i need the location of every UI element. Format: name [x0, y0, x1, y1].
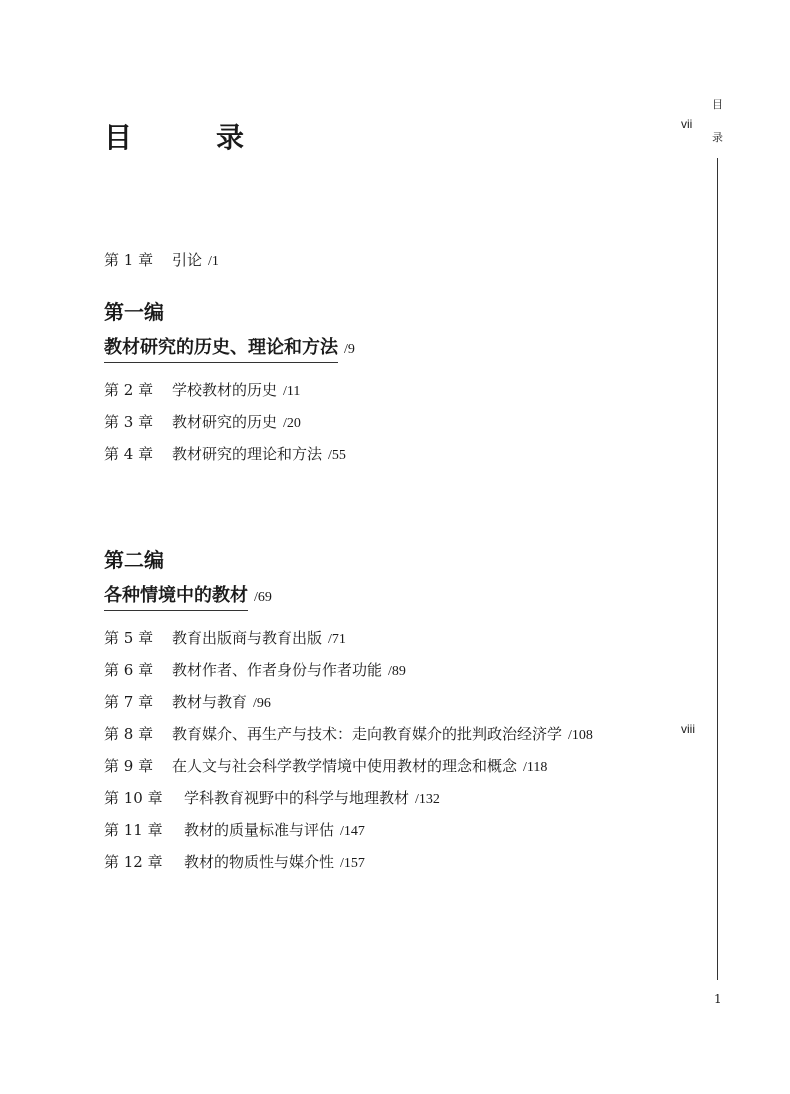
chapter-title: 教材研究的历史 [172, 413, 278, 431]
page-number: /55 [328, 448, 346, 463]
chapter-number: 第 3 章 [104, 413, 154, 431]
page-number: /157 [340, 856, 365, 871]
chapter-number: 第 1 章 [104, 251, 154, 269]
page-number: /89 [388, 664, 406, 679]
chapter-number: 第 2 章 [104, 381, 154, 399]
chapter-number: 第 8 章 [104, 725, 154, 743]
chapter-title: 学校教材的历史 [172, 381, 278, 399]
toc-entry-ch8[interactable] [104, 723, 593, 744]
chapter-number: 第 5 章 [104, 629, 154, 647]
toc-entry-ch4[interactable] [104, 443, 346, 464]
toc-entry-ch10[interactable] [104, 787, 440, 808]
chapter-number: 第 6 章 [104, 661, 154, 679]
page-number: /96 [253, 696, 271, 711]
toc-entry-ch3[interactable] [104, 411, 301, 432]
toc-entry-ch12[interactable] [104, 851, 365, 872]
margin-page-vii: vii [681, 117, 693, 131]
part-2-label: 第二编 [104, 548, 164, 572]
chapter-title: 引论 [172, 251, 203, 269]
chapter-title: 教育出版商与教育出版 [172, 629, 323, 647]
chapter-number: 第 10 章 [104, 789, 163, 807]
toc-entry-ch7[interactable] [104, 691, 271, 712]
page-number: /11 [283, 384, 301, 399]
part-2-subtitle: 各种情境中的教材 [104, 581, 248, 611]
part-1-subtitle: 教材研究的历史、理论和方法 [104, 333, 338, 363]
page-number: /1 [208, 254, 219, 269]
page-number: /147 [340, 824, 365, 839]
part-1-page: /9 [344, 342, 355, 357]
part-1-label: 第一编 [104, 300, 164, 324]
page-number: /71 [328, 632, 346, 647]
chapter-title: 教材研究的理论和方法 [172, 445, 323, 463]
page-number: /108 [568, 728, 593, 743]
chapter-number: 第 12 章 [104, 853, 163, 871]
chapter-number: 第 11 章 [104, 821, 163, 839]
toc-entry-ch6[interactable] [104, 659, 406, 680]
chapter-title: 教材作者、作者身份与作者功能 [172, 661, 383, 679]
part-2-heading[interactable] [104, 581, 272, 611]
chapter-number: 第 4 章 [104, 445, 154, 463]
page-number: /118 [523, 760, 548, 775]
chapter-title: 学科教育视野中的科学与地理教材 [184, 789, 410, 807]
folio-page-number: 1 [714, 992, 722, 1006]
chapter-title: 教材的质量标准与评估 [184, 821, 335, 839]
chapter-number: 第 9 章 [104, 757, 154, 775]
chapter-title: 教材的物质性与媒介性 [184, 853, 335, 871]
margin-page-viii: viii [681, 722, 695, 736]
toc-entry-ch5[interactable] [104, 627, 346, 648]
toc-entry-ch11[interactable] [104, 819, 365, 840]
page-number: /132 [415, 792, 440, 807]
chapter-number: 第 7 章 [104, 693, 154, 711]
running-head-char-1: 目 [712, 98, 723, 111]
chapter-title: 教材与教育 [172, 693, 248, 711]
running-head-char-2: 录 [712, 131, 723, 144]
part-2-page: /69 [254, 590, 272, 605]
toc-entry-ch9[interactable] [104, 755, 547, 776]
page-number: /20 [283, 416, 301, 431]
page-title: 目 录 [104, 121, 273, 154]
toc-entry-ch1[interactable] [104, 249, 219, 270]
toc-entry-ch2[interactable] [104, 379, 300, 400]
chapter-title: 在人文与社会科学教学情境中使用教材的理念和概念 [172, 757, 518, 775]
margin-rule [717, 158, 718, 980]
part-1-heading[interactable] [104, 333, 355, 363]
chapter-title: 教育媒介、再生产与技术：走向教育媒介的批判政治经济学 [172, 725, 563, 743]
